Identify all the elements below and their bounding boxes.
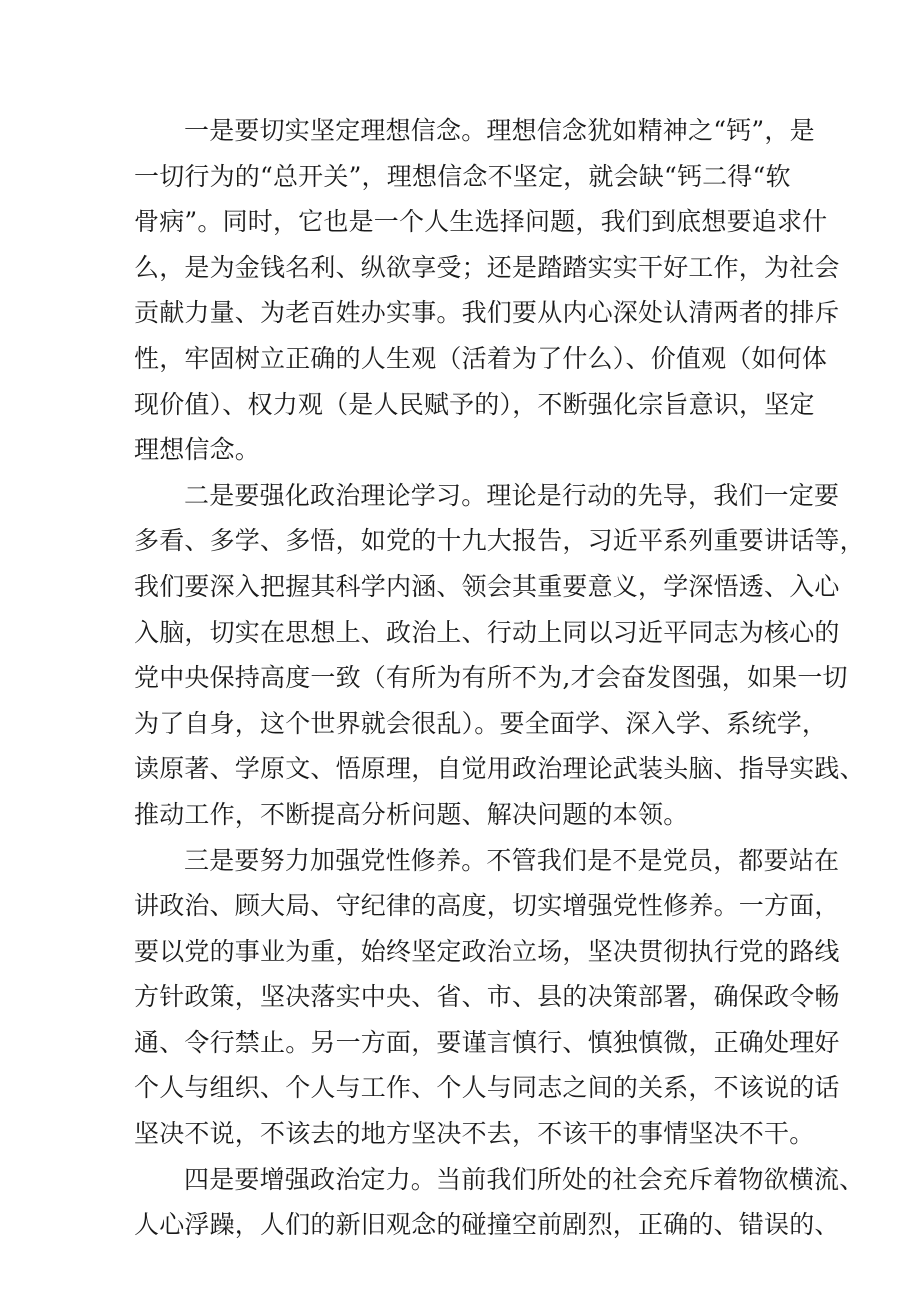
text-line: 性，牢固树立正确的人生观（活着为了什么）、价值观（如何体 [134, 343, 828, 373]
text-line: 方针政策，坚决落实中央、省、市、县的决策部署，确保政令畅 [134, 982, 840, 1012]
text-line: 多看、多学、多悟，如党的十九大报告，习近平系列重要讲话等， [134, 526, 865, 556]
text-line: 贡献力量、为老百姓办实事。我们要从内心深处认清两者的排斥 [134, 298, 840, 328]
text-line: 一是要切实坚定理想信念。理想信念犹如精神之“钙”，是 [184, 116, 815, 145]
text-line: 个人与组织、个人与工作、个人与同志之间的关系，不该说的话 [134, 1073, 840, 1103]
text-line: 二是要强化政治理论学习。理论是行动的先导，我们一定要 [184, 480, 840, 510]
paragraph-ideals [134, 108, 840, 473]
text-line: 要以党的事业为重，始终坚定政治立场，坚决贯彻执行党的路线 [134, 936, 840, 966]
text-line: 理想信念。 [134, 435, 261, 465]
text-line: 我们要深入把握其科学内涵、领会其重要意义，学深悟透、入心 [134, 571, 840, 601]
text-line: 三是要努力加强党性修养。不管我们是不是党员，都要站在 [184, 845, 840, 875]
text-line: 现价值）、权力观（是人民赋予的），不断强化宗旨意识，坚定 [134, 389, 815, 419]
text-line: 为了自身，这个世界就会很乱）。要全面学、深入学、系统学， [134, 708, 828, 738]
paragraph-political-resolve [134, 1157, 865, 1248]
text-line: 通、令行禁止。另一方面，要谨言慎行、慎独慎微，正确处理好 [134, 1027, 840, 1057]
text-line: 么，是为金钱名利、纵欲享受；还是踏踏实实干好工作，为社会 [134, 252, 840, 282]
text-line: 坚决不说，不该去的地方坚决不去，不该干的事情坚决不干。 [134, 1119, 815, 1149]
text-line: 党中央保持高度一致（有所为有所不为,才会奋发图强，如果一切 [134, 663, 848, 693]
text-line: 人心浮躁，人们的新旧观念的碰撞空前剧烈，正确的、错误的、 [134, 1210, 840, 1240]
paragraph-theory-study [134, 473, 865, 838]
text-line: 一切行为的“总开关”，理想信念不坚定，就会缺“钙二得“软 [134, 161, 791, 191]
text-line: 读原著、学原文、悟原理，自觉用政治理论武装头脑、指导实践、 [134, 754, 865, 784]
text-line: 讲政治、顾大局、守纪律的高度，切实增强党性修养。一方面， [134, 891, 840, 921]
text-line: 骨病”。同时，它也是一个人生选择问题，我们到底想要追求什 [134, 207, 828, 237]
text-line: 四是要增强政治定力。当前我们所处的社会充斥着物欲横流、 [184, 1164, 865, 1194]
text-line: 入脑，切实在思想上、政治上、行动上同以习近平同志为核心的 [134, 617, 840, 647]
paragraph-party-spirit [134, 838, 840, 1157]
text-line: 推动工作，不断提高分析问题、解决问题的本领。 [134, 799, 689, 829]
document-body [134, 108, 865, 1248]
